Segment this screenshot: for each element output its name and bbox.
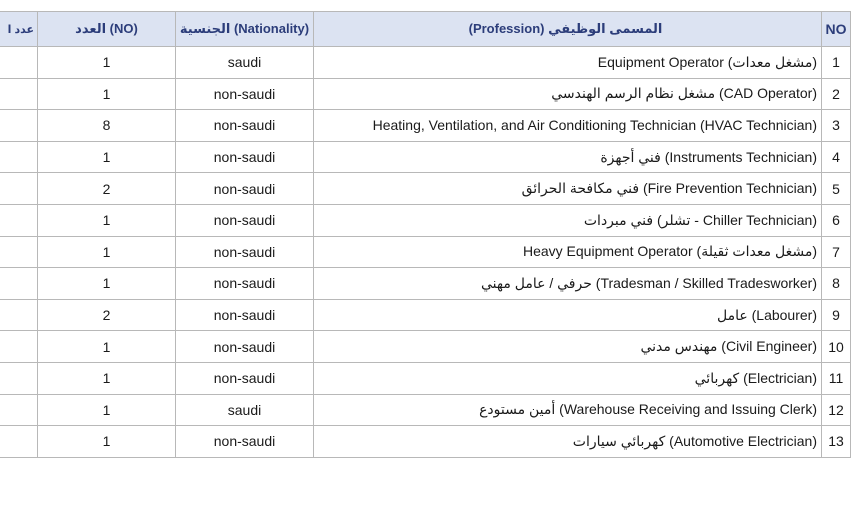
cell-extra — [0, 394, 38, 426]
cell-count: 1 — [38, 78, 176, 110]
table-row — [0, 331, 851, 363]
cell-profession: مشغل نظام الرسم الهندسي (CAD Operator) — [314, 78, 822, 110]
cell-extra — [0, 299, 38, 331]
cell-nationality: non-saudi — [176, 141, 314, 173]
table-row — [0, 78, 851, 110]
cell-nationality: saudi — [176, 394, 314, 426]
table-row — [0, 173, 851, 205]
cell-extra — [0, 173, 38, 205]
job-table-container — [0, 11, 851, 458]
cell-profession: عامل (Labourer) — [314, 299, 822, 331]
cell-count: 1 — [38, 331, 176, 363]
cell-no: 8 — [822, 268, 851, 300]
header-no: NO — [822, 12, 851, 47]
table-row — [0, 110, 851, 142]
cell-extra — [0, 78, 38, 110]
cell-nationality: non-saudi — [176, 236, 314, 268]
cell-nationality: non-saudi — [176, 426, 314, 458]
table-row — [0, 426, 851, 458]
cell-count: 1 — [38, 141, 176, 173]
cell-no: 10 — [822, 331, 851, 363]
table-row — [0, 47, 851, 79]
cell-nationality: saudi — [176, 47, 314, 79]
cell-extra — [0, 141, 38, 173]
cell-no: 13 — [822, 426, 851, 458]
cell-extra — [0, 331, 38, 363]
cell-nationality: non-saudi — [176, 110, 314, 142]
cell-count: 1 — [38, 236, 176, 268]
cell-count: 2 — [38, 173, 176, 205]
cell-extra — [0, 426, 38, 458]
cell-profession: كهربائي سيارات (Automotive Electrician) — [314, 426, 822, 458]
cell-count: 8 — [38, 110, 176, 142]
cell-nationality: non-saudi — [176, 173, 314, 205]
cell-no: 11 — [822, 362, 851, 394]
cell-nationality: non-saudi — [176, 299, 314, 331]
cell-profession: كهربائي (Electrician) — [314, 362, 822, 394]
cell-extra — [0, 268, 38, 300]
header-extra: عدد ا — [0, 12, 38, 47]
cell-no: 5 — [822, 173, 851, 205]
cell-nationality: non-saudi — [176, 268, 314, 300]
cell-no: 9 — [822, 299, 851, 331]
header-row — [0, 12, 851, 47]
table-row — [0, 268, 851, 300]
header-profession: المسمى الوظيفي (Profession) — [314, 12, 822, 47]
table-row — [0, 362, 851, 394]
cell-profession: Heavy Equipment Operator (مشغل معدات ثقيلة) — [314, 236, 822, 268]
cell-profession: فني أجهزة (Instruments Technician) — [314, 141, 822, 173]
cell-nationality: non-saudi — [176, 204, 314, 236]
cell-count: 2 — [38, 299, 176, 331]
header-count: العدد (NO) — [38, 12, 176, 47]
table-row — [0, 141, 851, 173]
cell-no: 6 — [822, 204, 851, 236]
cell-nationality: non-saudi — [176, 78, 314, 110]
cell-nationality: non-saudi — [176, 362, 314, 394]
table-row — [0, 204, 851, 236]
cell-profession: حرفي / عامل مهني (Tradesman / Skilled Tradesworker) — [314, 268, 822, 300]
header-nationality: الجنسية (Nationality) — [176, 12, 314, 47]
cell-extra — [0, 236, 38, 268]
cell-no: 12 — [822, 394, 851, 426]
cell-profession: Heating, Ventilation, and Air Conditioning Technician (HVAC Technician) — [314, 110, 822, 142]
cell-profession: أمين مستودع (Warehouse Receiving and Issuing Clerk) — [314, 394, 822, 426]
cell-count: 1 — [38, 47, 176, 79]
cell-count: 1 — [38, 394, 176, 426]
cell-no: 2 — [822, 78, 851, 110]
cell-profession: Equipment Operator (مشغل معدات) — [314, 47, 822, 79]
table-row — [0, 394, 851, 426]
cell-count: 1 — [38, 362, 176, 394]
cell-no: 1 — [822, 47, 851, 79]
cell-count: 1 — [38, 426, 176, 458]
cell-profession: فني مبردات (تشلر - Chiller Technician) — [314, 204, 822, 236]
job-table — [0, 11, 851, 458]
cell-no: 3 — [822, 110, 851, 142]
cell-extra — [0, 204, 38, 236]
cell-profession: فني مكافحة الحرائق (Fire Prevention Technician) — [314, 173, 822, 205]
table-row — [0, 236, 851, 268]
cell-nationality: non-saudi — [176, 331, 314, 363]
cell-count: 1 — [38, 204, 176, 236]
cell-extra — [0, 362, 38, 394]
cell-extra — [0, 47, 38, 79]
cell-count: 1 — [38, 268, 176, 300]
cell-profession: مهندس مدني (Civil Engineer) — [314, 331, 822, 363]
table-row — [0, 299, 851, 331]
cell-extra — [0, 110, 38, 142]
cell-no: 4 — [822, 141, 851, 173]
cell-no: 7 — [822, 236, 851, 268]
